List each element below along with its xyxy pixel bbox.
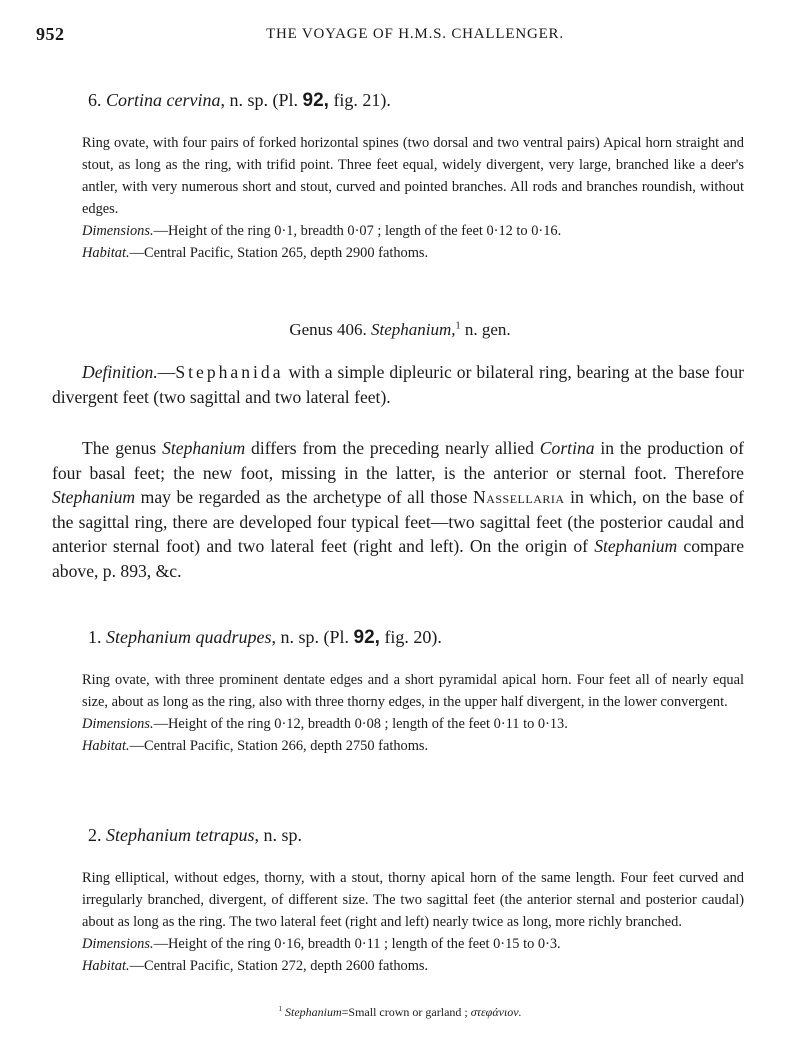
habitat-line: Habitat.—Central Pacific, Station 272, depth 2600 fathoms. bbox=[82, 958, 429, 974]
species-heading-stephanium-quadrupes: 1. Stephanium quadrupes, n. sp. (Pl. 92, fig. 20). bbox=[88, 627, 442, 648]
dimensions-line: Dimensions.—Height of the ring 0·1, breadth 0·07 ; length of the feet 0·12 to 0·16. bbox=[82, 223, 562, 239]
species-description-stephanium-tetrapus bbox=[52, 867, 744, 977]
footnote: $^1$ Stephanium=Small crown or garland ; στεφάνιον. bbox=[278, 1005, 522, 1019]
footnote-marker: 1 bbox=[455, 320, 461, 332]
species-name: Stephanium tetrapus bbox=[106, 825, 255, 845]
running-head: THE VOYAGE OF H.M.S. CHALLENGER. bbox=[266, 26, 564, 42]
description-text: Ring ovate, with four pairs of forked horizontal spines (two dorsal and two ventral pairs) Apical horn straight and stout, as long as the ring, with trifid point. Three feet equal, widely divergent, very large, branched like a deer's antler, with very numerous short and stout, curved and pointed branches. All rods and branches roundish, without edges. bbox=[82, 135, 744, 217]
species-description-stephanium-quadrupes bbox=[52, 669, 744, 757]
dimensions-line: Dimensions.—Height of the ring 0·16, breadth 0·11 ; length of the feet 0·15 to 0·3. bbox=[82, 936, 561, 952]
dimensions-line: Dimensions.—Height of the ring 0·12, breadth 0·08 ; length of the feet 0·11 to 0·13. bbox=[82, 716, 568, 732]
plate-number: 92, bbox=[353, 627, 380, 648]
page-number: 952 bbox=[36, 24, 65, 44]
species-description-cortina-cervina bbox=[52, 132, 744, 264]
species-heading-stephanium-tetrapus: 2. Stephanium tetrapus, n. sp. bbox=[88, 825, 303, 845]
genus-definition: Definition.—Stephanida with a simple dipleuric or bilateral ring, bearing at the base four divergent feet (two sagittal and two lateral feet). bbox=[52, 362, 744, 407]
species-name: Stephanium quadrupes bbox=[106, 627, 272, 647]
description-text: Ring ovate, with three prominent dentate edges and a short pyramidal apical horn. Four feet all of nearly equal size, about as long as the ring, also with three thorny edges, in the upper half divergent, in the lower convergent. bbox=[82, 672, 744, 710]
species-name: Cortina cervina bbox=[106, 90, 221, 110]
plate-number: 92, bbox=[302, 90, 329, 111]
species-heading-cortina-cervina: 6. Cortina cervina, n. sp. (Pl. 92, fig. 21). bbox=[88, 90, 391, 111]
description-text: Ring elliptical, without edges, thorny, with a stout, thorny apical horn of the same length. Four feet curved and irregularly branched, divergent, of different size. The two sagittal feet (the anterior sternal and posterior caudal) about as long as the ring. The two lateral feet (right and left) nearly twice as long, more richly branched. bbox=[82, 870, 744, 930]
genus-heading: Genus 406. Stephanium,$^1$ n. gen. bbox=[289, 320, 511, 339]
genus-discussion: The genus Stephanium differs from the preceding nearly allied Cortina in the production of four basal feet; the new foot, missing in the latter, is the anterior or sternal foot. Therefore Stephanium may be regarded as the archetype of all those Nassellaria in which, on the base of the sagittal ring, there are developed four typical feet—two sagittal feet (the posterior caudal and anterior sternal foot) and two lateral feet (right and left). On the origin of Stephanium compare above, p. 893, &c. bbox=[52, 438, 745, 581]
habitat-line: Habitat.—Central Pacific, Station 266, depth 2750 fathoms. bbox=[82, 738, 429, 754]
page-header bbox=[36, 24, 764, 48]
habitat-line: Habitat.—Central Pacific, Station 265, depth 2900 fathoms. bbox=[82, 245, 429, 261]
